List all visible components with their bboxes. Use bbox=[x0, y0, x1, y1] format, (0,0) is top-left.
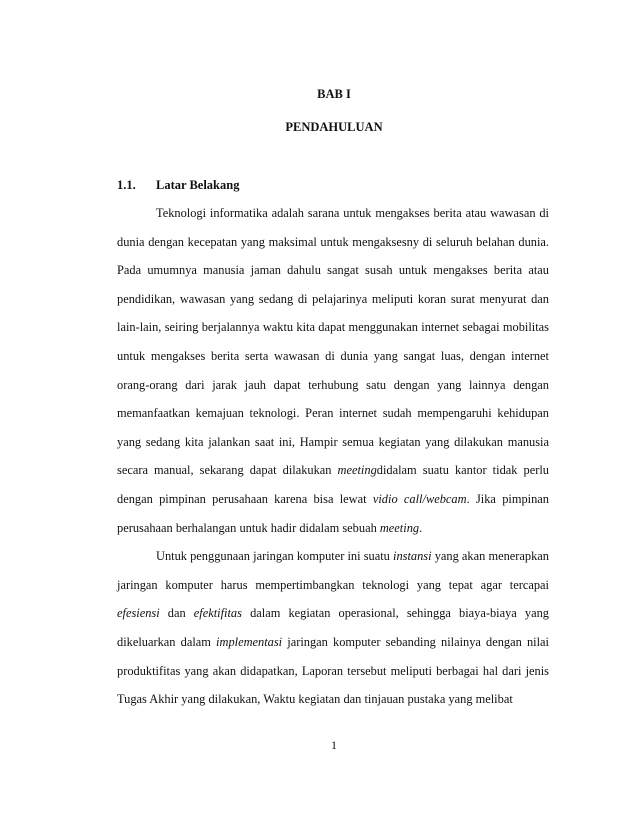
paragraph-2-text-5: jaringan komputer sebanding nilainya dengan nilai produktifitas yang akan didapatkan, Laporan tersebut meliputi berbagai hal dari jenis Tugas Akhir yang dilakukan, Waktu kegiatan dan tinjauan pustaka yang melibat bbox=[117, 634, 549, 707]
section-number: 1.1. bbox=[117, 178, 136, 192]
paragraph-1-emphasis-1: meeting bbox=[337, 463, 377, 478]
section-heading bbox=[117, 178, 239, 193]
section-title: Latar Belakang bbox=[156, 178, 240, 192]
body-text bbox=[117, 199, 549, 714]
paragraph-2-text-3: dan bbox=[159, 606, 194, 621]
paragraph-2-emphasis-3: efektifitas bbox=[193, 606, 242, 621]
paragraph-1-text-3: . Jika pimpinan perusahaan berhalangan untuk hadir didalam sebuah bbox=[117, 491, 550, 535]
paragraph-2-text-1: Untuk penggunaan jaringan komputer ini suatu bbox=[156, 549, 393, 564]
paragraph-2-emphasis-4: implementasi bbox=[216, 634, 283, 649]
paragraph-2-emphasis-1: instansi bbox=[393, 549, 432, 564]
paragraph-2 bbox=[117, 542, 549, 714]
paragraph-1 bbox=[117, 199, 549, 542]
chapter-title: PENDAHULUAN bbox=[285, 120, 383, 134]
paragraph-1-text-2: didalam suatu kantor tidak perlu dengan pimpinan perusahaan karena bisa lewat bbox=[117, 463, 549, 506]
paragraph-2-text-2: yang akan menerapkan jaringan komputer harus mempertimbangkan teknologi yang tepat agar tercapai bbox=[117, 549, 549, 592]
paragraph-1-text-4: . bbox=[419, 520, 423, 535]
page-number: 1 bbox=[331, 738, 337, 752]
paragraph-1-emphasis-3: meeting bbox=[379, 520, 420, 535]
paragraph-1-text-1: Teknologi informatika adalah sarana untuk mengakses berita atau wawasan di dunia dengan kecepatan yang maksimal untuk mengaksesny di seluruh belahan dunia. Pada umumnya manusia jaman dahulu sangat susah untuk mengakses berita atau pendidikan, wawasan yang sedang di pelajarinya meliputi koran surat menyurat dan lain-lain, seiring berjalannya waktu kita dapat menggunakan internet sebagai mobilitas untuk mengakses berita serta wawasan di dunia yang sangat luas, dengan internet orang-orang dari jarak jauh dapat terhubung satu dengan yang lainnya dengan memanfaatkan kemajuan teknologi. Peran internet sudah mempengaruhi kehidupan yang sedang kita jalankan saat ini, Hampir semua kegiatan yang dilakukan manusia secara manual, sekarang dapat dilakukan bbox=[117, 206, 549, 478]
paragraph-2-emphasis-2: efesiensi bbox=[117, 606, 160, 621]
paragraph-2-text-4: dalam kegiatan operasional, sehingga biaya-biaya yang dikeluarkan dalam bbox=[117, 606, 549, 649]
paragraph-1-emphasis-2: vidio call/webcam bbox=[372, 491, 467, 506]
chapter-number: BAB I bbox=[317, 87, 351, 101]
